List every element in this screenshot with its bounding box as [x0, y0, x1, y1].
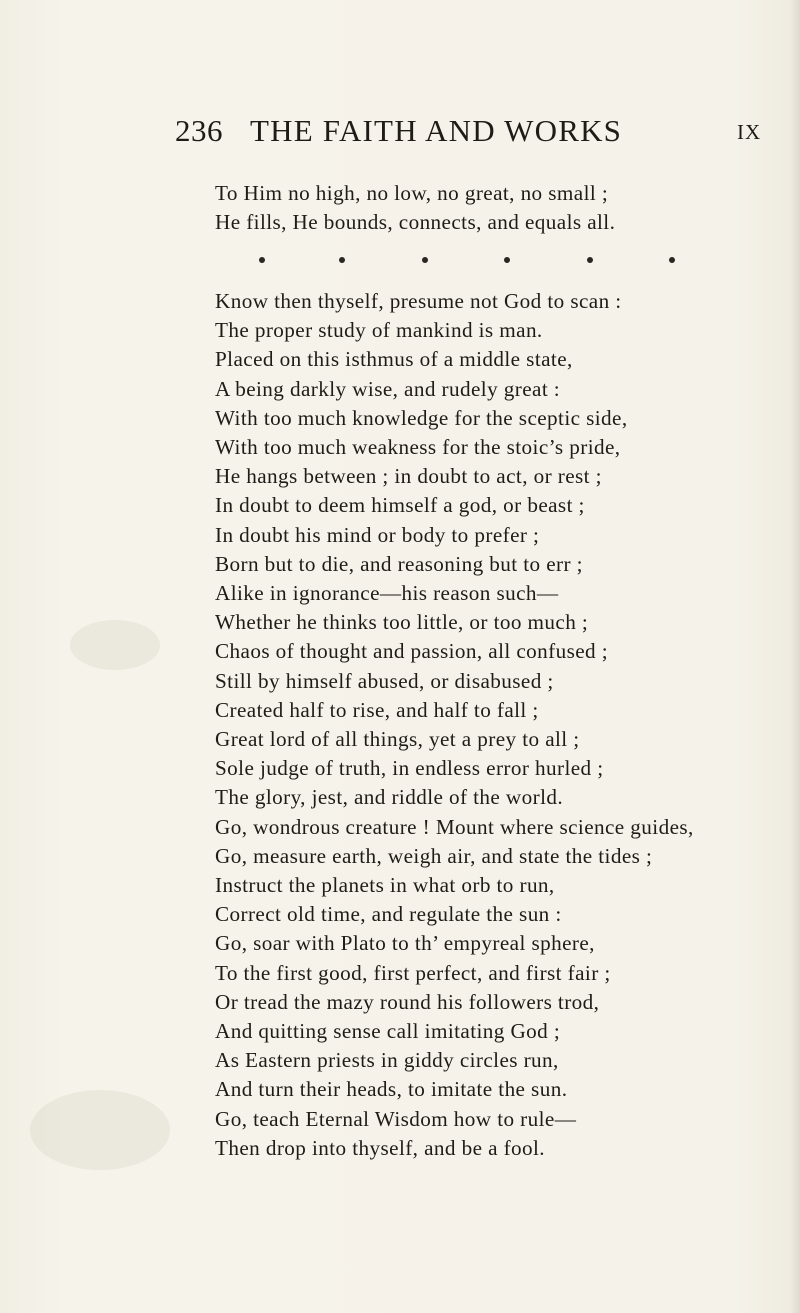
- verse-line: Born but to die, and reasoning but to err ;: [215, 551, 583, 576]
- verse-line: Still by himself abused, or disabused ;: [215, 668, 554, 693]
- stanza-one: [215, 179, 775, 237]
- verse-line: Alike in ignorance—his reason such—: [215, 581, 559, 606]
- verse-line: Correct old time, and regulate the sun :: [215, 902, 562, 927]
- verse-line: To the first good, first perfect, and first fair ;: [215, 960, 611, 985]
- separator-dot: [339, 257, 345, 263]
- verse-line: Go, wondrous creature ! Mount where science guides,: [215, 814, 694, 839]
- verse-line: A being darkly wise, and rudely great :: [215, 376, 561, 401]
- verse-line: Instruct the planets in what orb to run,: [215, 873, 555, 898]
- page-edge-shadow: [790, 0, 800, 1313]
- verse-line: Go, teach Eternal Wisdom how to rule—: [215, 1106, 577, 1131]
- separator-dot: [669, 257, 675, 263]
- verse-line: In doubt his mind or body to prefer ;: [215, 522, 540, 547]
- separator-dot: [259, 257, 265, 263]
- page-number: 236: [175, 113, 223, 148]
- verse-line: In doubt to deem himself a god, or beast ;: [215, 493, 585, 518]
- page-header: [0, 113, 800, 153]
- ellipsis-separator: [259, 257, 679, 267]
- verse-line: Then drop into thyself, and be a fool.: [215, 1135, 545, 1160]
- verse-line: To Him no high, no low, no great, no small ;: [215, 181, 609, 205]
- verse-line: He fills, He bounds, connects, and equals all.: [215, 210, 616, 235]
- verse-line: Know then thyself, presume not God to scan :: [215, 289, 622, 313]
- paper-blemish: [30, 1090, 170, 1170]
- verse-line: Go, soar with Plato to th’ empyreal sphere,: [215, 931, 595, 956]
- verse-line: Chaos of thought and passion, all confused ;: [215, 639, 609, 664]
- verse-line: As Eastern priests in giddy circles run,: [215, 1048, 559, 1073]
- verse-line: Go, measure earth, weigh air, and state the tides ;: [215, 843, 653, 868]
- verse-line: And quitting sense call imitating God ;: [215, 1019, 561, 1044]
- verse-line: Great lord of all things, yet a prey to all ;: [215, 727, 580, 752]
- verse-line: Created half to rise, and half to fall ;: [215, 697, 539, 722]
- separator-dot: [504, 257, 510, 263]
- verse-line: The glory, jest, and riddle of the world.: [215, 785, 564, 810]
- paper-blemish: [70, 620, 160, 670]
- verse-line: Placed on this isthmus of a middle state,: [215, 347, 573, 372]
- separator-dot: [422, 257, 428, 263]
- chapter-number: IX: [737, 120, 762, 144]
- verse-line: Or tread the mazy round his followers trod,: [215, 989, 600, 1014]
- verse-line: And turn their heads, to imitate the sun.: [215, 1077, 568, 1102]
- verse-line: With too much knowledge for the sceptic side,: [215, 405, 628, 430]
- verse-line: The proper study of mankind is man.: [215, 318, 543, 343]
- stanza-two: [215, 287, 775, 1163]
- verse-line: With too much weakness for the stoic’s pride,: [215, 435, 621, 460]
- separator-dot: [587, 257, 593, 263]
- verse-line: Sole judge of truth, in endless error hurled ;: [215, 756, 604, 781]
- verse-line: Whether he thinks too little, or too much ;: [215, 610, 589, 635]
- running-title: THE FAITH AND WORKS: [250, 113, 623, 148]
- verse-line: He hangs between ; in doubt to act, or rest ;: [215, 464, 602, 489]
